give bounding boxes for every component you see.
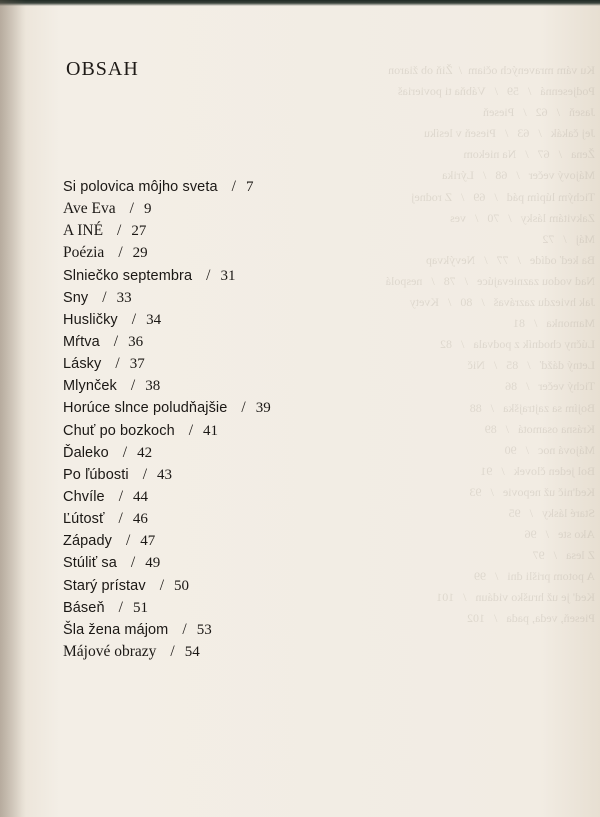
toc-separator: / <box>117 222 122 240</box>
toc-entry-title: Si polovica môjho sveta <box>63 179 218 195</box>
toc-separator: / <box>182 620 187 638</box>
page-top-edge <box>0 0 600 6</box>
toc-entry-title: Ľútosť <box>63 511 105 528</box>
toc-separator: / <box>118 487 124 505</box>
toc-entry <box>63 442 271 464</box>
toc-entry-title: Mŕtva <box>63 333 100 350</box>
toc-separator: / <box>231 178 236 195</box>
toc-entry-title: Západy <box>63 533 112 550</box>
toc-entry-title: Májové obrazy <box>63 642 157 660</box>
toc-separator: / <box>142 465 147 483</box>
toc-entry-title: Poézia <box>63 244 105 262</box>
toc-entry-page: 47 <box>140 533 156 550</box>
toc-entry <box>63 353 271 375</box>
toc-entry-title: Stúliť sa <box>63 555 117 572</box>
toc-entry-title: Mlynček <box>63 378 117 395</box>
toc-entry-page: 33 <box>116 289 132 306</box>
toc-entry-page: 41 <box>203 422 219 439</box>
toc-entry <box>63 552 271 574</box>
toc-entry <box>63 198 271 220</box>
toc-entry-page: 9 <box>143 201 152 218</box>
toc-entry <box>63 530 271 552</box>
toc-entry-page: 49 <box>145 555 161 572</box>
toc-entry <box>63 265 271 287</box>
toc-entry-page: 54 <box>184 643 200 660</box>
toc-separator: / <box>130 554 136 572</box>
toc-separator: / <box>159 576 164 594</box>
toc-entry <box>63 331 271 353</box>
toc-entry <box>63 309 271 331</box>
toc-separator: / <box>122 443 128 461</box>
toc-separator: / <box>206 266 211 284</box>
toc-separator: / <box>241 399 246 417</box>
toc-separator: / <box>188 421 194 439</box>
toc-entry-page: 44 <box>133 488 149 505</box>
toc-entry-title: Slniečko septembra <box>63 267 193 284</box>
toc-entry-page: 46 <box>132 511 148 528</box>
toc-separator: / <box>170 642 175 660</box>
toc-entry <box>63 287 271 309</box>
toc-entry-title: A INÉ <box>63 222 104 240</box>
toc-separator: / <box>118 244 123 262</box>
table-of-contents <box>63 176 271 663</box>
toc-entry-page: 7 <box>245 179 254 195</box>
toc-entry-title: Horúce slnce poludňajšie <box>63 400 228 417</box>
toc-entry-page: 27 <box>131 223 147 240</box>
toc-separator: / <box>130 377 136 395</box>
toc-entry <box>63 464 271 486</box>
toc-entry-page: 34 <box>146 311 162 328</box>
toc-separator: / <box>129 200 134 218</box>
toc-entry-title: Po ľúbosti <box>63 466 129 483</box>
toc-separator: / <box>118 598 123 616</box>
toc-entry-page: 36 <box>128 333 144 350</box>
toc-entry-page: 29 <box>132 245 148 262</box>
toc-entry-page: 51 <box>132 599 148 616</box>
toc-separator: / <box>131 310 137 328</box>
toc-entry-title: Starý prístav <box>63 577 146 594</box>
toc-entry-page: 38 <box>145 378 161 395</box>
toc-entry-title: Husličky <box>63 311 118 328</box>
toc-entry <box>63 220 271 242</box>
toc-entry-page: 53 <box>196 621 212 638</box>
toc-entry-title: Chuť po bozkoch <box>63 422 175 439</box>
toc-entry <box>63 420 271 442</box>
toc-entry-title: Chvíle <box>63 488 105 505</box>
toc-entry <box>63 597 271 619</box>
toc-entry <box>63 641 271 663</box>
toc-entry <box>63 575 271 597</box>
toc-entry <box>63 486 271 508</box>
toc-entry-page: 42 <box>137 444 153 461</box>
toc-separator: / <box>118 510 123 528</box>
toc-separator: / <box>113 332 119 350</box>
toc-entry-page: 37 <box>129 356 145 373</box>
show-through-text: Ku vám mravených očiam / Žiň ob žiaron Podjesenná / 59 / Vábňa ti povieriaš Jaseň / 62 / Pieseň Jej čakák / 63 / Pieseň v lesíku Žena / 67 / Na niekom Májový večer / 68 / Lýrika Tichým lúpím pád / 69 / Z rodnej Zakvitám lásky / 70 / ves Máj / 72 Ba keď odíde / 77 / Nevýkvap Nad vodou zaznievajúce / 78 / nespolá Jak hviezdu zazrávaš / 80 / Kvety Mamonka / 81 Lúčny chodník z podvala / 82 Letný dážď / 85 / Nič Tichý večer / 86 Bojím sa zajtrajška / 88 Krásna osamotá / 89 Májová noc / 90 Bol jeden človek / 91 Ked'nič už nepovie / 93 Staré lásky / 95 Ako ste / 96 Z lesa / 97 A potom prišli dni / 99 Ked' je už hruško vidáun / 101 Pieseň, veda, pada / 102 <box>385 63 595 626</box>
toc-entry-page: 31 <box>220 267 236 284</box>
toc-entry-page: 39 <box>255 400 271 417</box>
toc-entry-page: 43 <box>157 466 172 483</box>
toc-entry <box>63 619 271 641</box>
toc-entry-title: Šla žena májom <box>63 621 169 638</box>
toc-entry-title: Ďaleko <box>63 444 109 461</box>
toc-entry <box>63 375 271 397</box>
toc-entry <box>63 176 271 198</box>
toc-separator: / <box>102 288 107 306</box>
toc-entry-title: Báseň <box>63 599 105 616</box>
toc-separator: / <box>115 355 120 373</box>
toc-entry <box>63 242 271 264</box>
toc-separator: / <box>125 532 131 550</box>
toc-entry-title: Ave Eva <box>63 200 116 218</box>
page-title: OBSAH <box>66 58 139 80</box>
gutter-shadow <box>0 0 26 817</box>
toc-entry <box>63 397 271 419</box>
toc-entry <box>63 508 271 530</box>
toc-entry-title: Sny <box>63 289 89 306</box>
toc-entry-title: Lásky <box>63 356 102 373</box>
toc-entry-page: 50 <box>174 577 189 594</box>
